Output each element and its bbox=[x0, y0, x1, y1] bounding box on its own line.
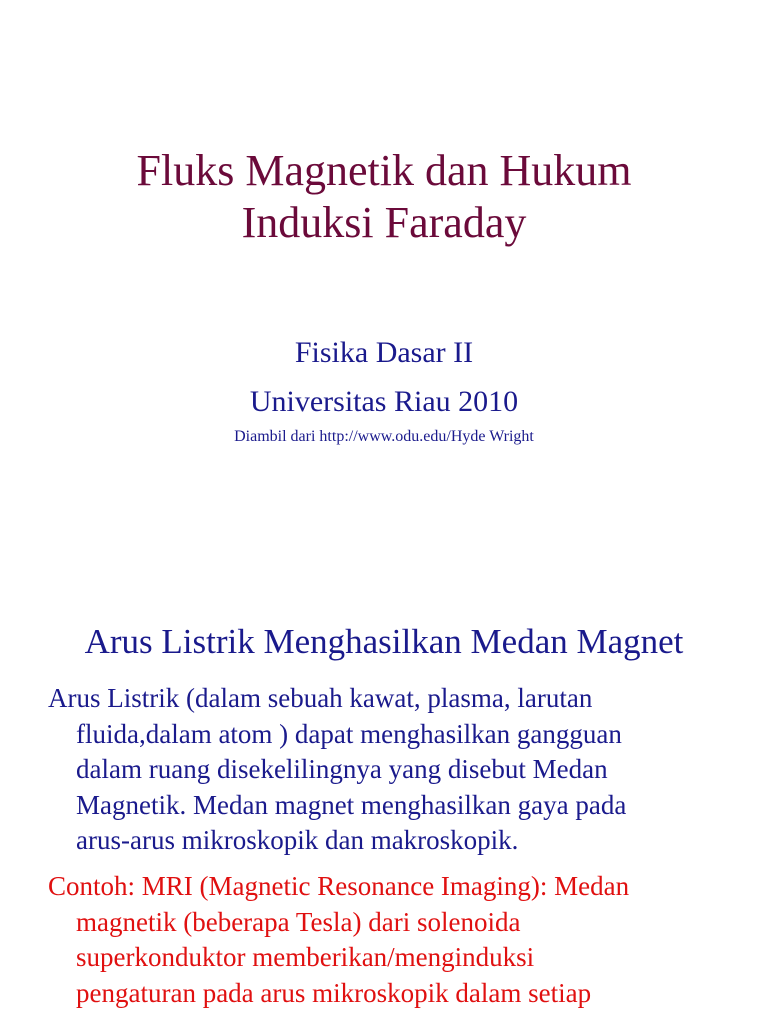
slide-title bbox=[0, 145, 768, 249]
university-name: Universitas Riau 2010 bbox=[249, 385, 519, 418]
example-paragraph bbox=[48, 869, 748, 1011]
electric-current-paragraph bbox=[48, 681, 748, 859]
paragraph-line: magnetik (beberapa Tesla) dari solenoida bbox=[76, 906, 521, 937]
slide-heading: Arus Listrik Menghasilkan Medan Magnet bbox=[84, 622, 684, 661]
course-name: Fisika Dasar II bbox=[294, 336, 474, 369]
paragraph-line: dalam ruang disekelilingnya yang disebut Medan bbox=[76, 754, 608, 784]
paragraph-line: pengaturan pada arus mikroskopik dalam setiap bbox=[76, 977, 592, 1008]
slide-title-line-2: Induksi Faraday bbox=[241, 198, 527, 247]
content-slide bbox=[0, 590, 768, 1024]
paragraph-line: Contoh: MRI (Magnetic Resonance Imaging): Medan bbox=[48, 871, 630, 901]
paragraph-line: fluida,dalam atom ) dapat menghasilkan gangguan bbox=[76, 718, 622, 749]
paragraph-line: arus-arus mikroskopik dan makroskopik. bbox=[76, 825, 519, 855]
paragraph-line: Magnetik. Medan magnet menghasilkan gaya pada bbox=[76, 789, 627, 820]
slide-title-line-1: Fluks Magnetik dan Hukum bbox=[136, 146, 632, 195]
paragraph-line: Arus Listrik (dalam sebuah kawat, plasma, larutan bbox=[48, 683, 593, 713]
paragraph-line: superkonduktor memberikan/menginduksi bbox=[76, 942, 535, 972]
source-credit: Diambil dari http://www.odu.edu/Hyde Wright bbox=[234, 428, 534, 445]
